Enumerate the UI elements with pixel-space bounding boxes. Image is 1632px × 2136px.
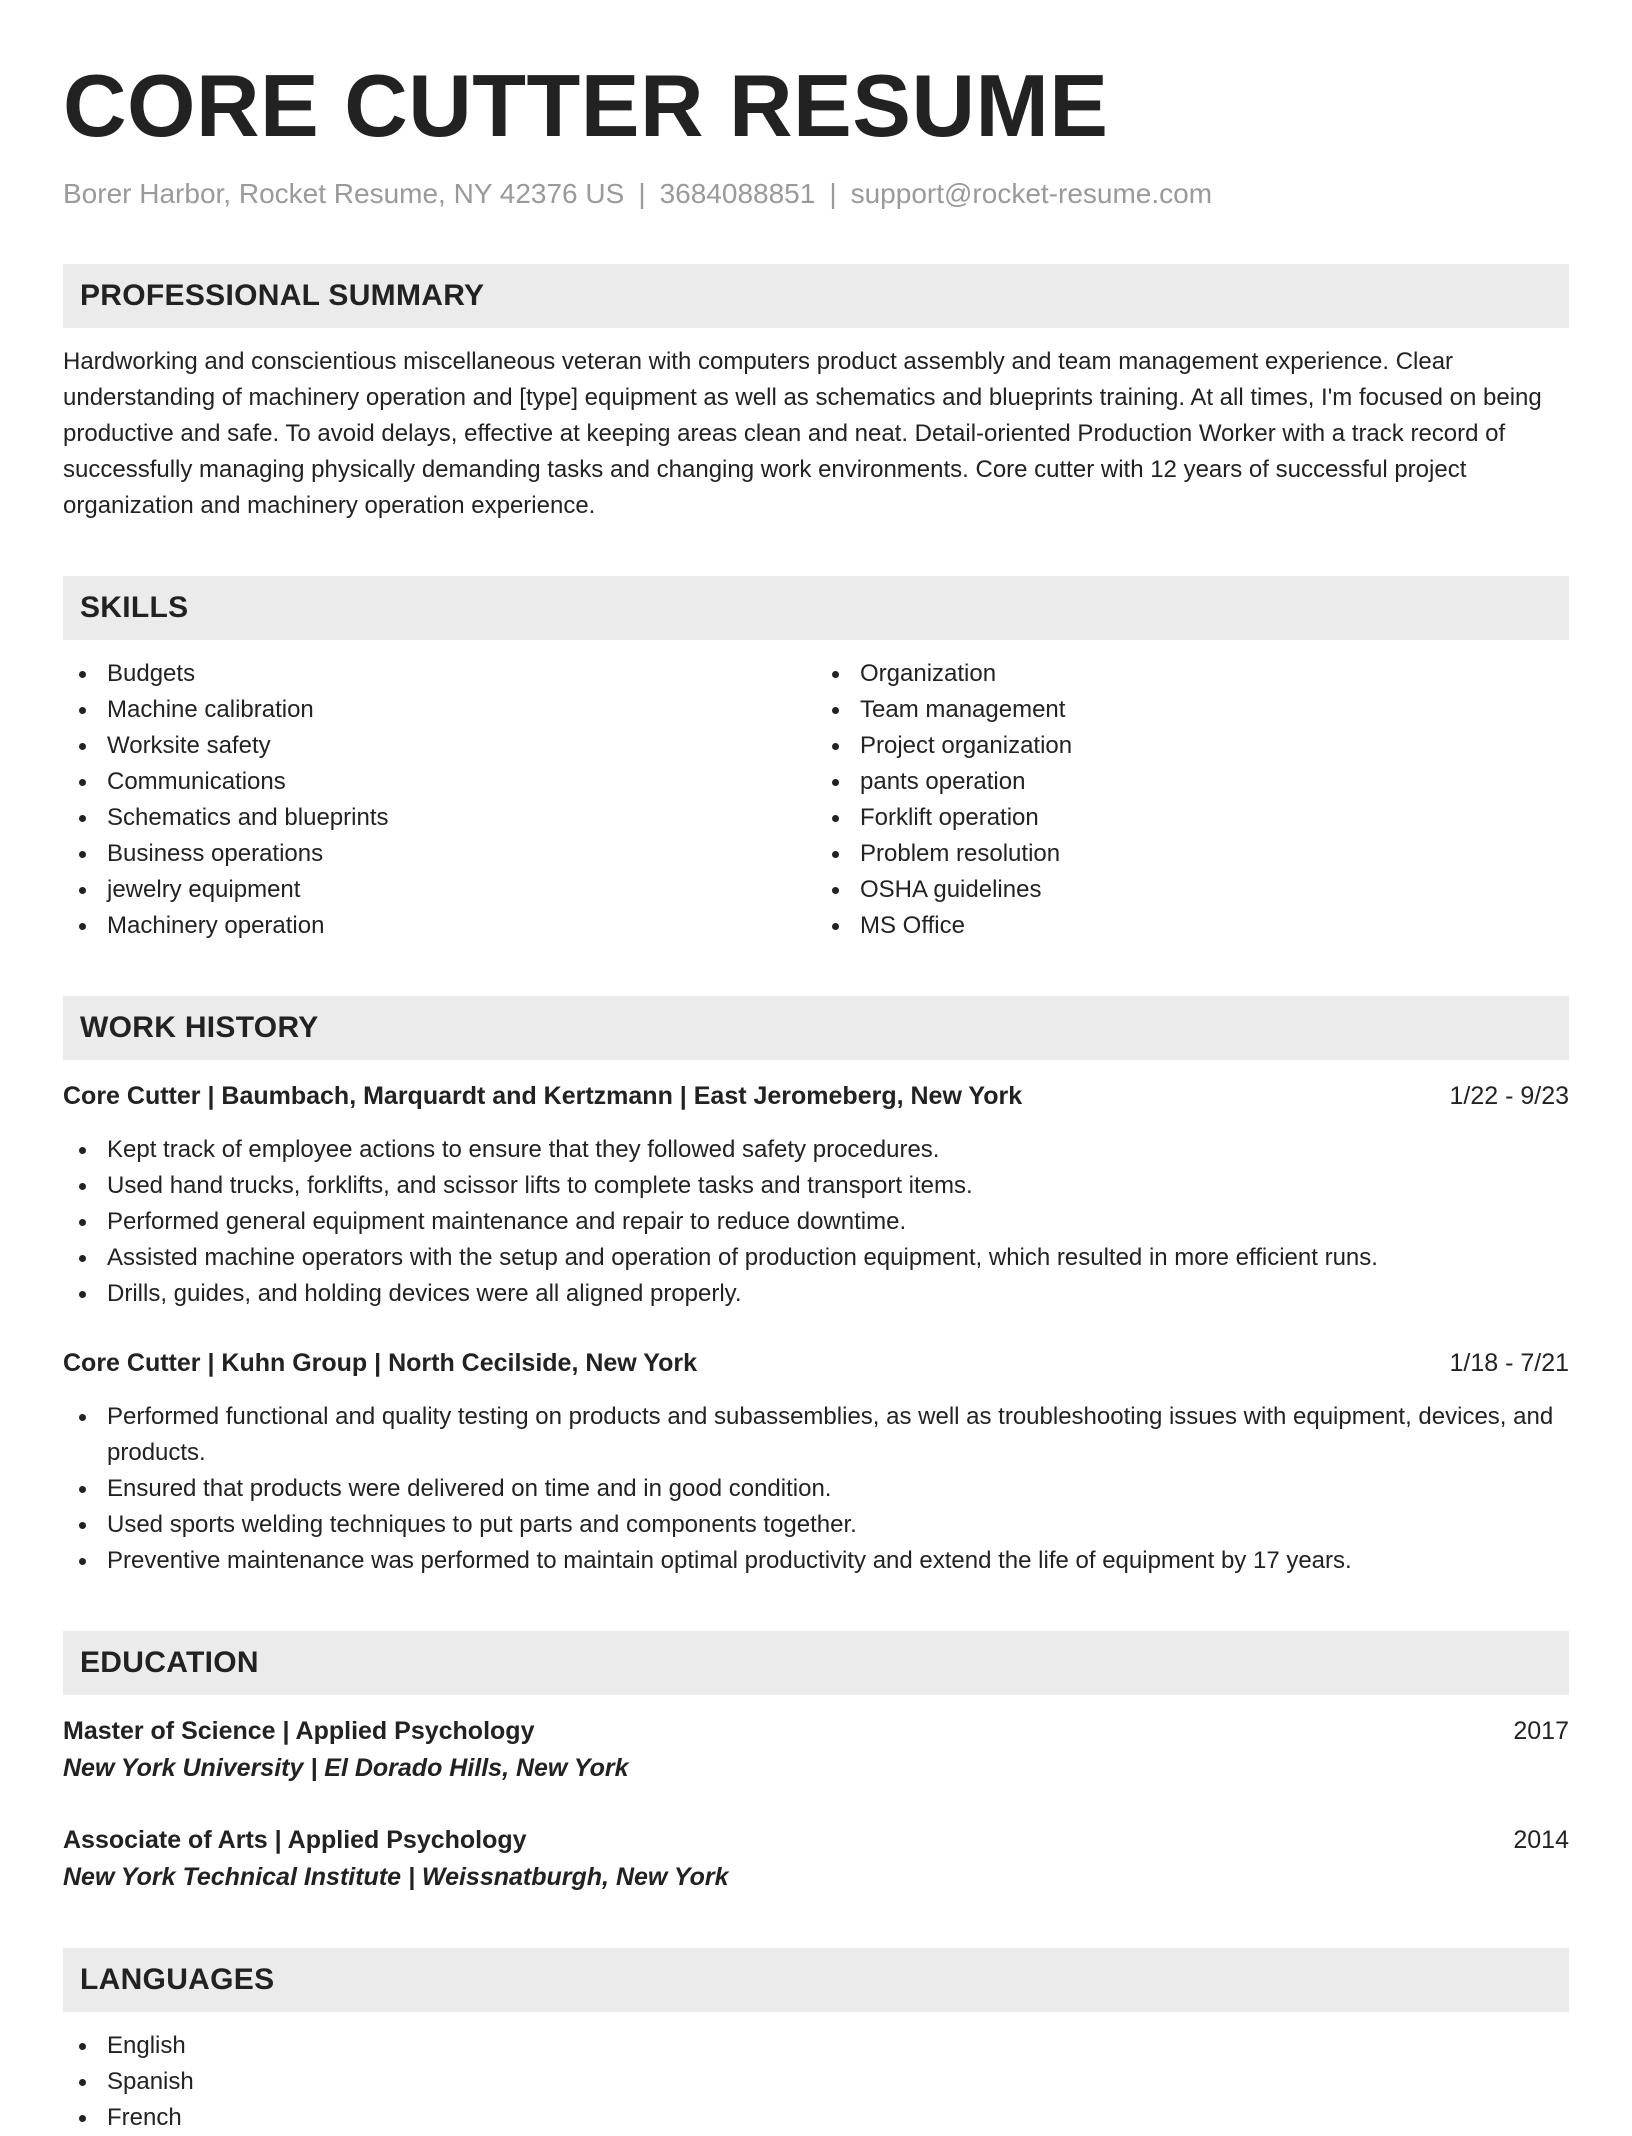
section-heading-languages: LANGUAGES xyxy=(63,1948,1569,2012)
skills-column-left xyxy=(63,656,816,944)
skill-item: Schematics and blueprints xyxy=(63,800,816,836)
education-header xyxy=(63,1822,1569,1858)
contact-address: Borer Harbor, Rocket Resume, NY 42376 US xyxy=(63,178,625,209)
contact-separator: | xyxy=(638,178,646,209)
job-duty: Used sports welding techniques to put parts and components together. xyxy=(63,1507,1569,1543)
skill-item: Project organization xyxy=(816,728,1569,764)
education-school: New York Technical Institute | Weissnatburgh, New York xyxy=(63,1863,729,1891)
skill-item: Forklift operation xyxy=(816,800,1569,836)
education-entry xyxy=(63,1822,1569,1896)
skill-item: pants operation xyxy=(816,764,1569,800)
skill-item: Worksite safety xyxy=(63,728,816,764)
job-header xyxy=(63,1345,1569,1381)
section-heading-summary: PROFESSIONAL SUMMARY xyxy=(63,264,1569,328)
contact-separator: | xyxy=(829,178,837,209)
job-dates: 1/22 - 9/23 xyxy=(1449,1082,1569,1110)
contact-line xyxy=(63,176,1569,212)
education-degree: Master of Science | Applied Psychology xyxy=(63,1717,535,1745)
skill-item: Budgets xyxy=(63,656,816,692)
education-header xyxy=(63,1713,1569,1749)
skill-item: Problem resolution xyxy=(816,836,1569,872)
job-duty: Ensured that products were delivered on time and in good condition. xyxy=(63,1471,1569,1507)
contact-phone: 3684088851 xyxy=(659,178,816,209)
education-entry xyxy=(63,1713,1569,1787)
contact-email: support@rocket-resume.com xyxy=(850,178,1213,209)
job-header xyxy=(63,1078,1569,1114)
job-duties xyxy=(63,1132,1569,1312)
education-year: 2017 xyxy=(1513,1717,1569,1745)
education-school: New York University | El Dorado Hills, New York xyxy=(63,1754,629,1782)
language-item: English xyxy=(63,2028,1569,2064)
skill-item: Machine calibration xyxy=(63,692,816,728)
job-duty: Preventive maintenance was performed to maintain optimal productivity and extend the life of equipment by 17 years. xyxy=(63,1543,1569,1579)
section-heading-education: EDUCATION xyxy=(63,1631,1569,1695)
job-duty: Performed general equipment maintenance and repair to reduce downtime. xyxy=(63,1204,1569,1240)
skill-item: MS Office xyxy=(816,908,1569,944)
job-entry xyxy=(63,1078,1569,1312)
languages-list xyxy=(63,2028,1569,2136)
skill-item: Business operations xyxy=(63,836,816,872)
skill-item: Communications xyxy=(63,764,816,800)
job-duty: Assisted machine operators with the setup and operation of production equipment, which resulted in more efficient runs. xyxy=(63,1240,1569,1276)
skill-item: Team management xyxy=(816,692,1569,728)
job-duty: Drills, guides, and holding devices were all aligned properly. xyxy=(63,1276,1569,1312)
skill-item: OSHA guidelines xyxy=(816,872,1569,908)
skill-item: jewelry equipment xyxy=(63,872,816,908)
job-entry xyxy=(63,1345,1569,1579)
job-duty: Used hand trucks, forklifts, and scissor lifts to complete tasks and transport items. xyxy=(63,1168,1569,1204)
job-title: Core Cutter | Kuhn Group | North Cecilside, New York xyxy=(63,1349,697,1377)
language-item: Spanish xyxy=(63,2064,1569,2100)
resume-title: CORE CUTTER RESUME xyxy=(63,56,1109,155)
job-duty: Performed functional and quality testing on products and subassemblies, as well as troubleshooting issues with equipment, devices, and products. xyxy=(63,1399,1569,1471)
summary-text: Hardworking and conscientious miscellaneous veteran with computers product assembly and team management experience. Clear understanding of machinery operation and [type] equipment as well as schematics and blueprints training. At all times, I'm focused on being productive and safe. To avoid delays, effective at keeping areas clean and neat. Detail-oriented Production Worker with a track record of successfully managing physically demanding tasks and changing work environments. Core cutter with 12 years of successful project organization and machinery operation experience. xyxy=(63,348,1542,519)
skills-list xyxy=(63,656,1569,944)
job-dates: 1/18 - 7/21 xyxy=(1449,1349,1569,1377)
section-heading-work-history: WORK HISTORY xyxy=(63,996,1569,1060)
skill-item: Organization xyxy=(816,656,1569,692)
job-title: Core Cutter | Baumbach, Marquardt and Kertzmann | East Jeromeberg, New York xyxy=(63,1082,1023,1110)
section-heading-skills: SKILLS xyxy=(63,576,1569,640)
skills-column-right xyxy=(816,656,1569,944)
job-duties xyxy=(63,1399,1569,1579)
job-duty: Kept track of employee actions to ensure that they followed safety procedures. xyxy=(63,1132,1569,1168)
education-year: 2014 xyxy=(1513,1826,1569,1854)
education-degree: Associate of Arts | Applied Psychology xyxy=(63,1826,527,1854)
language-item: French xyxy=(63,2100,1569,2136)
skill-item: Machinery operation xyxy=(63,908,816,944)
